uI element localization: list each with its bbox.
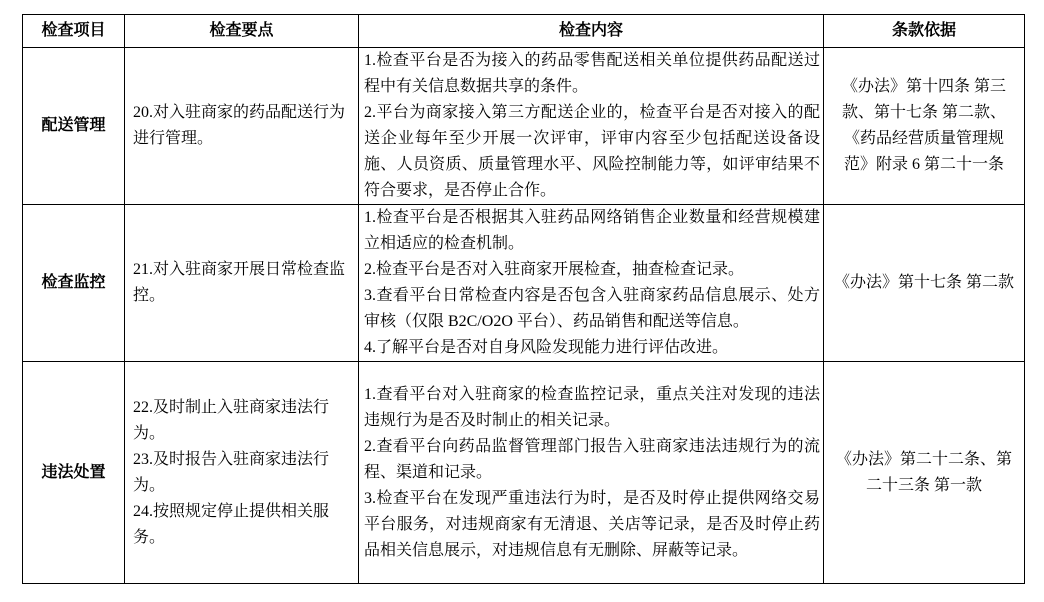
point-text: 23.及时报告入驻商家违法行为。	[133, 450, 330, 494]
header-inspection-points: 检查要点	[125, 15, 359, 48]
item-name: 配送管理	[23, 48, 125, 205]
content-paragraph: 1.检查平台是否根据其入驻药品网络销售企业数量和经营规模建立相适应的检查机制。	[364, 209, 820, 252]
content-paragraph: 2.平台为商家接入第三方配送企业的，检查平台是否对接入的配送企业每年至少开展一次评审，评审内容至少包括配送设备设施、人员资质、质量管理水平、风险控制能力等，如评审结果不符合要求，是否停止合作。	[364, 104, 820, 199]
basis-cell: 《办法》第二十二条、第二十三条 第一款	[824, 362, 1025, 584]
table-row-inspection-monitoring	[23, 205, 1025, 362]
header-inspection-item: 检查项目	[23, 15, 125, 48]
points-cell	[125, 48, 359, 205]
point-text: 22.及时制止入驻商家违法行为。	[133, 398, 330, 442]
content-paragraph: 1.查看平台对入驻商家的检查监控记录，重点关注对发现的违法违规行为是否及时制止的相关记录。	[364, 385, 820, 429]
content-paragraph: 3.查看平台日常检查内容是否包含入驻商家药品信息展示、处方审核（仅限 B2C/O2O 平台）、药品销售和配送等信息。	[364, 287, 820, 330]
inspection-checklist-table	[22, 14, 1025, 584]
content-cell	[359, 205, 824, 362]
content-paragraph: 2.查看平台向药品监督管理部门报告入驻商家违法违规行为的流程、渠道和记录。	[364, 437, 820, 481]
item-name: 违法处置	[23, 362, 125, 584]
content-paragraph: 2.检查平台是否对入驻商家开展检查，抽查检查记录。	[364, 261, 745, 278]
basis-cell: 《办法》第十四条 第三款、第十七条 第二款、《药品经营质量管理规范》附录 6 第二十一条	[824, 48, 1025, 205]
table-row-delivery-management	[23, 48, 1025, 205]
point-text: 21.对入驻商家开展日常检查监控。	[133, 261, 346, 304]
points-cell	[125, 362, 359, 584]
table-row-illegal-handling	[23, 362, 1025, 584]
table-header-row	[23, 15, 1025, 48]
content-paragraph: 4.了解平台是否对自身风险发现能力进行评估改进。	[364, 339, 729, 356]
header-inspection-content: 检查内容	[359, 15, 824, 48]
item-name: 检查监控	[23, 205, 125, 362]
content-cell	[359, 48, 824, 205]
points-cell	[125, 205, 359, 362]
content-paragraph: 1.检查平台是否为接入的药品零售配送相关单位提供药品配送过程中有关信息数据共享的条件。	[364, 52, 820, 95]
content-cell	[359, 362, 824, 584]
header-clause-basis: 条款依据	[824, 15, 1025, 48]
point-text: 24.按照规定停止提供相关服务。	[133, 502, 330, 546]
content-paragraph: 3.检查平台在发现严重违法行为时，是否及时停止提供网络交易平台服务，对违规商家有无清退、关店等记录，是否及时停止药品相关信息展示，对违规信息有无删除、屏蔽等记录。	[364, 489, 820, 559]
point-text: 20.对入驻商家的药品配送行为进行管理。	[133, 104, 346, 147]
basis-cell: 《办法》第十七条 第二款	[824, 205, 1025, 362]
